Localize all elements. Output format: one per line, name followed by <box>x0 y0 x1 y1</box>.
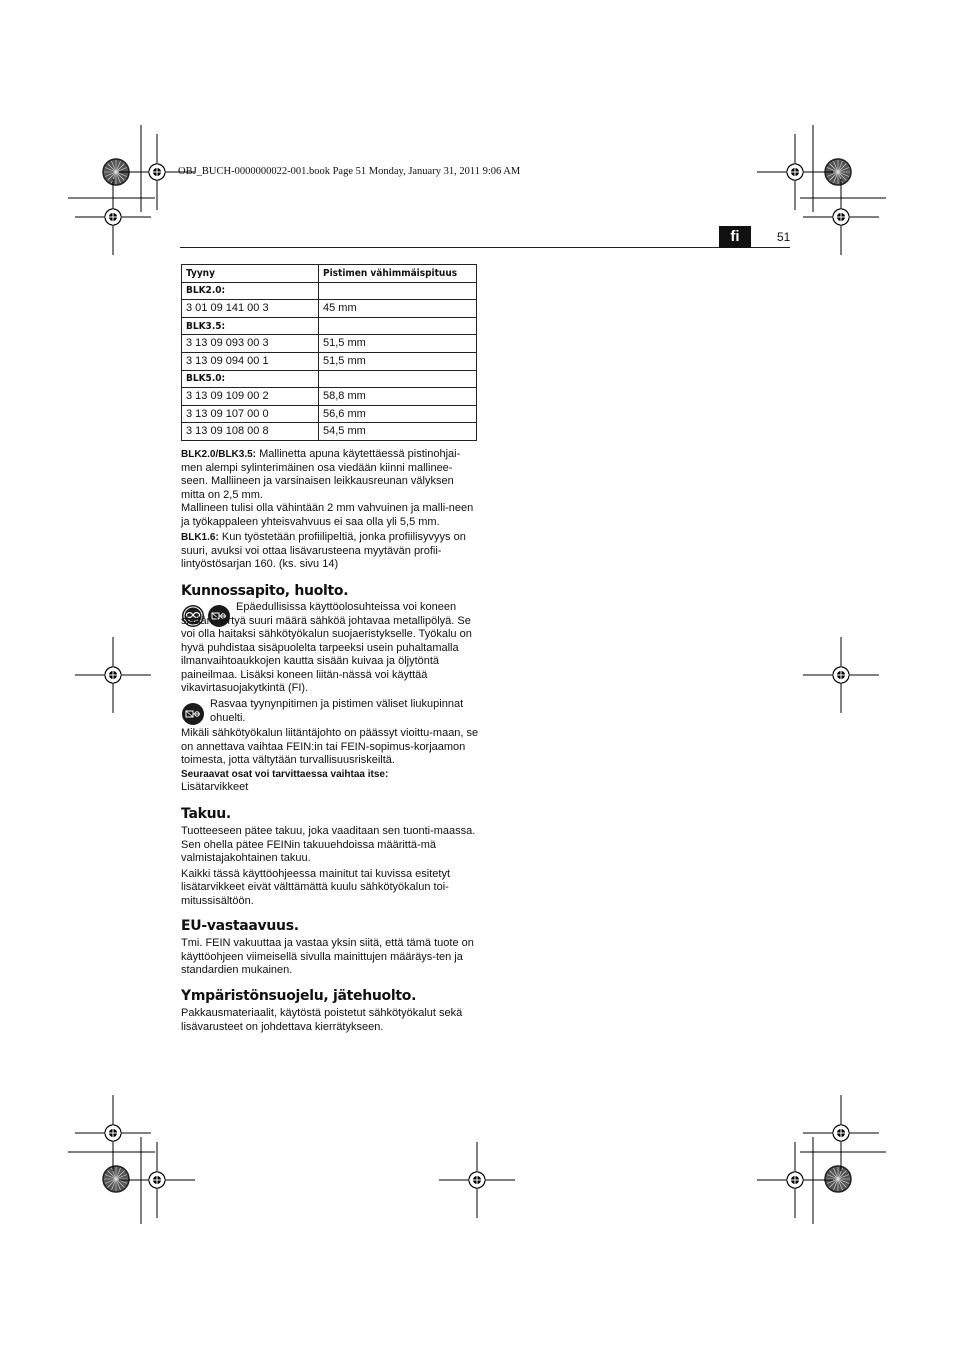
maintenance-body-2 <box>181 727 479 795</box>
table-cell: BLK2.0: <box>182 282 319 300</box>
table-cell: 54,5 mm <box>319 423 477 441</box>
cord-paragraph: Mikäli sähkötyökalun liitäntäjohto on päässyt vioittu-maan, se on annettava vaihtaa FEIN:in tai FEIN-sopimus-korjaamon toimesta, jotta vältytään turvallisuusriskeiltä. <box>181 727 479 766</box>
parts-label: Seuraavat osat voi tarvittaessa vaihtaa itse: <box>181 768 389 780</box>
maintenance-title: Kunnossapito, huolto. <box>181 583 349 599</box>
table-cell: 51,5 mm <box>319 352 477 370</box>
grease-note <box>210 698 478 725</box>
table-cell: 3 13 09 094 00 1 <box>182 352 319 370</box>
blk16-text: Kun työstetään profiilipeltiä, jonka profiilisyvyys on suuri, avuksi voi ottaa lisävarusteena myytävän profii-lintyöstösarjan 160. (ks. sivu 14) <box>181 531 466 570</box>
blk20-label: BLK2.0/BLK3.5: <box>181 449 257 460</box>
grease-paragraph: Rasvaa tyynynpitimen ja pistimen väliset liukupinnat ohuelti. <box>210 698 464 724</box>
table-row <box>182 388 477 406</box>
table-cell: 3 01 09 141 00 3 <box>182 300 319 318</box>
table-cell: 3 13 09 107 00 0 <box>182 405 319 423</box>
table-cell: 3 13 09 108 00 8 <box>182 423 319 441</box>
parts-value: Lisätarvikkeet <box>181 781 249 793</box>
maintenance-section <box>181 583 479 600</box>
table-cell <box>319 282 477 300</box>
blk16-label: BLK1.6: <box>181 532 219 543</box>
table-row <box>182 317 477 335</box>
environment-paragraph: Pakkausmateriaalit, käytöstä poistetut sähkötyökalut sekä lisävarusteet on johdettava kierrätykseen. <box>181 1007 463 1033</box>
table-row <box>182 282 477 300</box>
page-number: 51 <box>777 230 791 244</box>
blk20-text: Mallinetta apuna käytettäessä pistinohjai-men alempi sylinterimäinen osa viedään kiinni mallinee-seen. Malliineen ja varsinaisen leikkausreunan välyksen mitta on 2,5 mm. <box>181 448 461 501</box>
mallineen-note: Mallineen tulisi olla vähintään 2 mm vahvuinen ja malli-neen ja työkappaleen yhteisvahvuus ei saa olla yli 5,5 mm. <box>181 502 474 528</box>
notes-block <box>181 448 479 572</box>
table-row <box>182 300 477 318</box>
table-cell <box>319 370 477 388</box>
table-header-row <box>182 265 477 283</box>
language-badge: fi <box>719 226 751 248</box>
table-row <box>182 335 477 353</box>
maintenance-body <box>181 601 479 696</box>
table-row <box>182 405 477 423</box>
table-cell: 3 13 09 109 00 2 <box>182 388 319 406</box>
warranty-title: Takuu. <box>181 806 231 822</box>
eu-paragraph: Tmi. FEIN vakuuttaa ja vastaa yksin siitä, että tämä tuote on käyttöohjeen viimeisellä sivulla mainittujen määräys-ten ja standardien mukainen. <box>181 937 474 976</box>
table-cell: 3 13 09 093 00 3 <box>182 335 319 353</box>
table-header-cell: Tyyny <box>182 265 319 283</box>
maintenance-paragraph: Epäedullisissa käyttöolosuhteissa voi koneen sisään kertyä suuri määrä sähköä johtavaa metallipölyä. Se voi olla haitaksi sähkötyökalun suojaeristykselle. Työkalu on hyvä puhdistaa sisäpuolelta tarpeeksi usein puhaltamalla ilmanvaihtoaukkojen kautta sisään kuivaa ja öljytöntä paineilmaa. Lisäksi koneen liitän-nässä voi käyttää vikavirtasuojakytkintä (FI). <box>181 601 472 694</box>
grease-icon <box>182 703 204 725</box>
table-cell: 51,5 mm <box>319 335 477 353</box>
warranty-paragraph: Kaikki tässä käyttöohjeessa mainitut tai kuvissa esitetyt lisätarvikkeet eivät välttämättä kuulu sähkötyökalun toi-mitussisältöön. <box>181 867 451 907</box>
environment-section <box>181 988 479 1034</box>
table-row <box>182 352 477 370</box>
eu-title: EU-vastaavuus. <box>181 918 299 934</box>
table-cell: 45 mm <box>319 300 477 318</box>
pad-table <box>181 264 477 441</box>
warranty-section <box>181 806 479 908</box>
table-cell: 56,6 mm <box>319 405 477 423</box>
book-info-line: OBJ_BUCH-0000000022-001.book Page 51 Monday, January 31, 2011 9:06 AM <box>178 166 521 177</box>
table-row <box>182 370 477 388</box>
environment-title: Ympäristönsuojelu, jätehuolto. <box>181 988 417 1004</box>
eu-section <box>181 918 479 978</box>
blk20-note <box>181 448 479 502</box>
table-row <box>182 423 477 441</box>
table-header-cell: Pistimen vähimmäispituus <box>319 265 477 283</box>
warranty-paragraph: Tuotteeseen pätee takuu, joka vaaditaan sen tuonti-maassa. Sen ohella pätee FEINin takuuehdoissa määrittä-mä valmistajakohtainen takuu. <box>181 825 476 864</box>
table-cell: 58,8 mm <box>319 388 477 406</box>
table-cell: BLK5.0: <box>182 370 319 388</box>
table-cell: BLK3.5: <box>182 317 319 335</box>
table-cell <box>319 317 477 335</box>
header-rule <box>180 247 790 248</box>
blk16-note <box>181 531 479 572</box>
